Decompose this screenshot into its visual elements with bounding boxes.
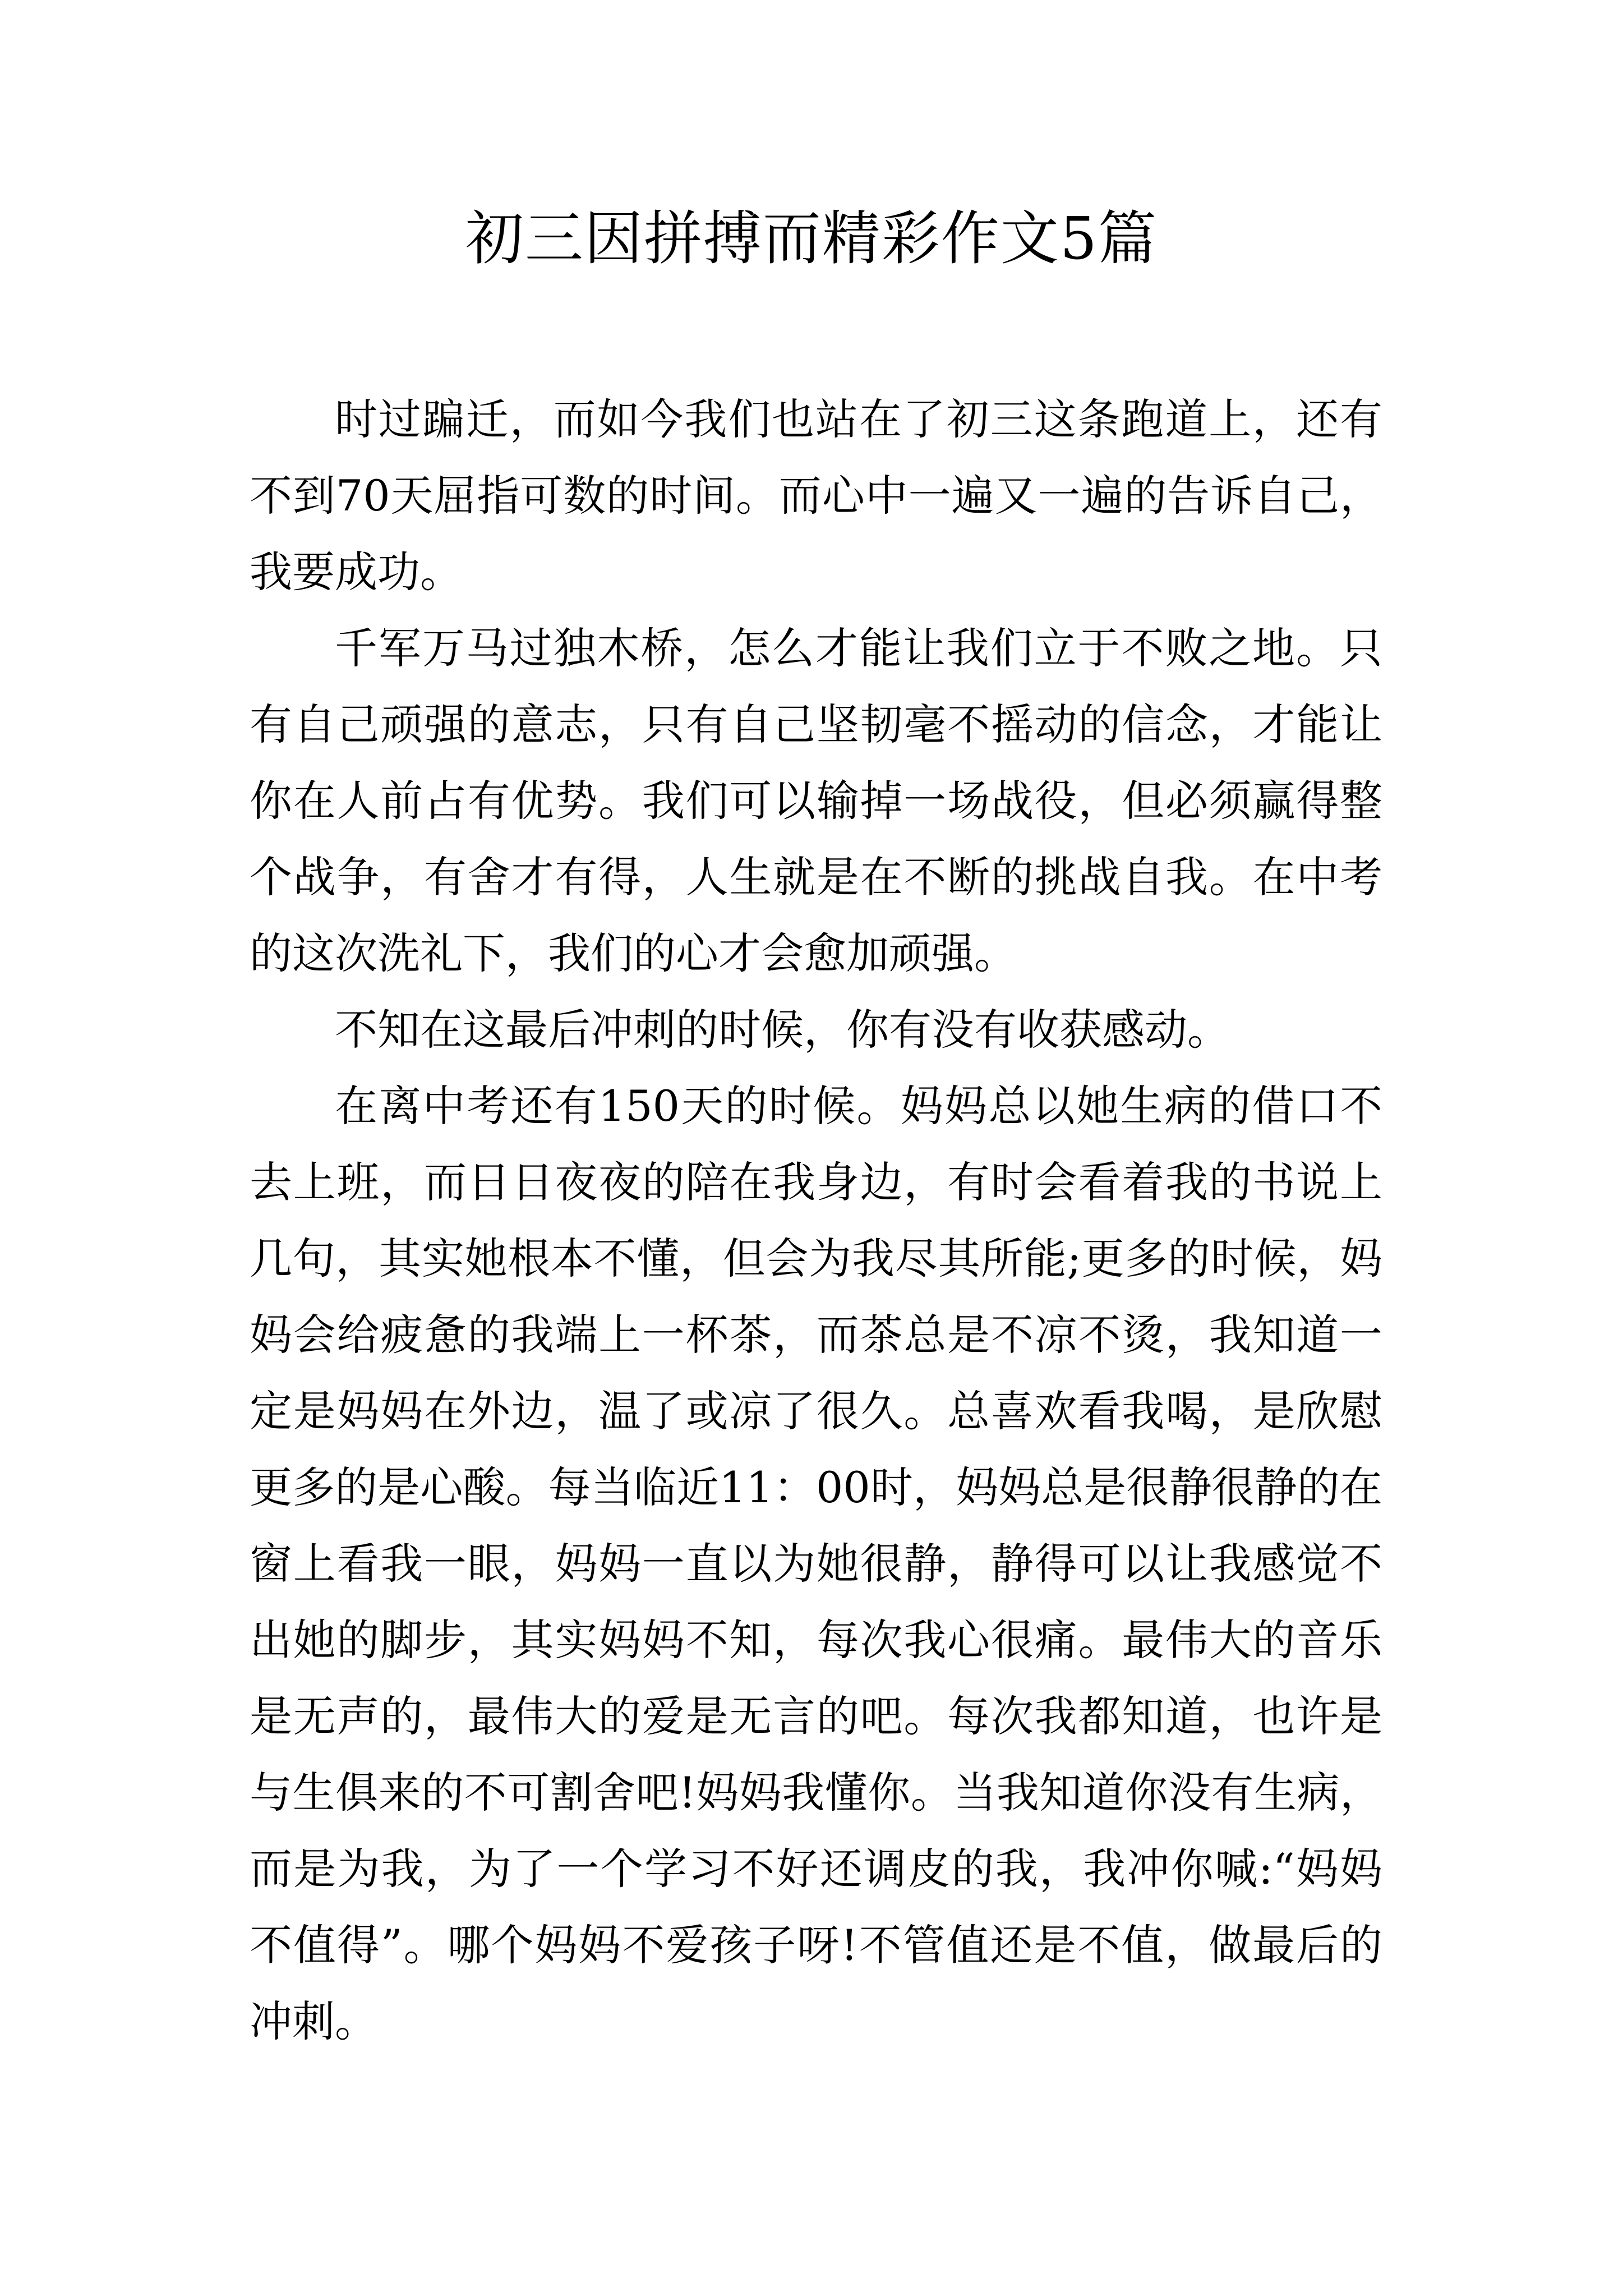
paragraph-1: 时过蹁迁，而如今我们也站在了初三这条跑道上，还有不到70天屈指可数的时间。而心中一遍又一遍的告诉自己，我要成功。	[250, 394, 1382, 597]
document-body	[250, 381, 1382, 2060]
paragraph-4: 在离中考还有150天的时候。妈妈总以她生病的借口不去上班，而日日夜夜的陪在我身边，有时会看着我的书说上几句，其实她根本不懂，但会为我尽其所能;更多的时候，妈妈会给疲惫的我端上一杯茶，而茶总是不凉不烫，我知道一定是妈妈在外边，温了或凉了很久。总喜欢看我喝，是欣慰更多的是心酸。每当临近11：00时，妈妈总是很静很静的在窗上看我一眼，妈妈一直以为她很静，静得可以让我感觉不出她的脚步，其实妈妈不知，每次我心很痛。最伟大的音乐是无声的，最伟大的爱是无言的吧。每次我都知道，也许是与生俱来的不可割舍吧!妈妈我懂你。当我知道你没有生病，而是为我，为了一个学习不好还调皮的我，我冲你喊:“妈妈不值得”。哪个妈妈不爱孩子呀!不管值还是不值，做最后的冲刺。	[250, 1081, 1382, 2046]
paragraph-3: 不知在这最后冲刺的时候，你有没有收获感动。	[335, 1005, 1230, 1055]
document-title: 初三因拼搏而精彩作文5篇	[465, 204, 1158, 273]
paragraph-2: 千军万马过独木桥，怎么才能让我们立于不败之地。只有自己顽强的意志，只有自己坚韧毫不摇动的信念，才能让你在人前占有优势。我们可以输掉一场战役，但必须赢得整个战争，有舍才有得，人生就是在不断的挑战自我。在中考的这次洗礼下，我们的心才会愈加顽强。	[250, 623, 1382, 978]
